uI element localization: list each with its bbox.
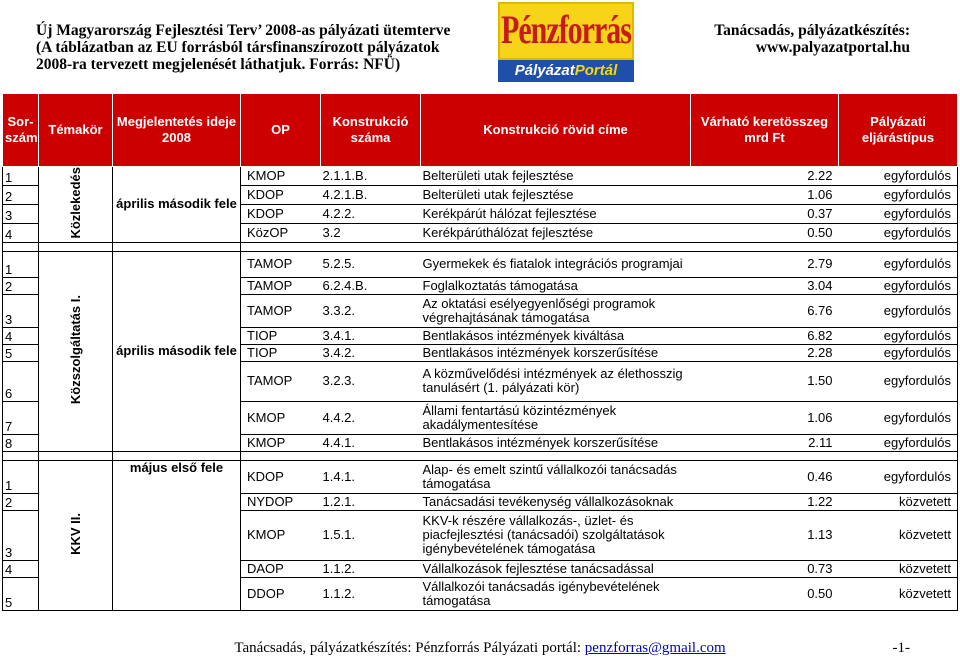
construction-title-cell: Foglalkoztatás támogatása [421,277,691,294]
row-number: 8 [3,434,39,451]
release-time-cell: április második fele [113,251,241,451]
construction-number-cell: 3.3.2. [321,294,421,327]
op-cell: KDOP [241,460,321,493]
logo-title: Pénzforrás [501,8,631,53]
op-cell: TIOP [241,344,321,361]
op-cell: TIOP [241,327,321,344]
budget-cell: 0.73 [691,560,839,577]
schedule-table [2,93,958,611]
footer-text: Tanácsadás, pályázatkészítés: Pénzforrás Pályázati portál: [234,640,582,656]
row-number: 2 [3,185,39,204]
row-number: 4 [3,327,39,344]
row-number: 2 [3,493,39,510]
header-title [36,22,450,73]
footer [0,640,960,657]
topic-label: KKV II. [67,512,83,555]
topic-cell [39,460,113,610]
header-contact [714,22,910,56]
row-number: 6 [3,361,39,401]
procedure-cell: közvetett [839,577,958,610]
construction-title-cell: Gyermekek és fiatalok integrációs programjai [421,251,691,277]
row-number: 3 [3,294,39,327]
budget-cell: 1.06 [691,401,839,434]
budget-cell: 0.37 [691,204,839,223]
topic-label: Közlekedés [67,167,83,239]
header-sorszam: Sor-szám [3,94,39,167]
op-cell: TAMOP [241,251,321,277]
construction-number-cell: 4.4.2. [321,401,421,434]
budget-cell: 6.76 [691,294,839,327]
header-szam: Konstrukció száma [321,94,421,167]
topic-cell [39,251,113,451]
construction-title-cell: Belterületi utak fejlesztése [421,167,691,186]
op-cell: KMOP [241,167,321,186]
procedure-cell: egyfordulós [839,185,958,204]
budget-cell: 3.04 [691,277,839,294]
header-line-1: Új Magyarország Fejlesztési Terv’ 2008-as pályázati ütemterve [36,22,451,39]
budget-cell: 0.50 [691,223,839,242]
procedure-cell: egyfordulós [839,327,958,344]
header-keret: Várható keretösszeg mrd Ft [691,94,839,167]
header-line-2: (A táblázatban az EU forrásból társfinanszírozott pályázatok [36,39,440,56]
construction-number-cell: 1.4.1. [321,460,421,493]
construction-number-cell: 1.1.2. [321,577,421,610]
row-number: 4 [3,560,39,577]
construction-number-cell: 4.2.1.B. [321,185,421,204]
contact-label: Tanácsadás, pályázatkészítés: [714,22,910,39]
op-cell: TAMOP [241,277,321,294]
construction-number-cell: 3.2 [321,223,421,242]
procedure-cell: egyfordulós [839,361,958,401]
procedure-cell: egyfordulós [839,344,958,361]
logo-sub-b: Portál [574,62,618,79]
construction-number-cell: 3.4.2. [321,344,421,361]
table-row [3,251,958,277]
header-eljaras: Pályázati eljárástípus [839,94,958,167]
op-cell: KDOP [241,185,321,204]
construction-number-cell: 2.1.1.B. [321,167,421,186]
contact-url[interactable]: www.palyazatportal.hu [755,39,910,56]
op-cell: KMOP [241,401,321,434]
procedure-cell: egyfordulós [839,277,958,294]
construction-number-cell: 1.1.2. [321,560,421,577]
budget-cell: 1.06 [691,185,839,204]
row-number: 1 [3,251,39,277]
budget-cell: 2.79 [691,251,839,277]
procedure-cell: egyfordulós [839,401,958,434]
procedure-cell: közvetett [839,510,958,560]
budget-cell: 2.28 [691,344,839,361]
procedure-cell: egyfordulós [839,434,958,451]
release-time-cell: május első fele [113,460,241,610]
op-cell: KMOP [241,510,321,560]
header-line-3: 2008-ra tervezett megjelenését láthatjuk. Forrás: NFÜ) [36,56,401,73]
procedure-cell: egyfordulós [839,460,958,493]
construction-number-cell: 3.2.3. [321,361,421,401]
budget-cell: 1.13 [691,510,839,560]
penzforras-logo [498,2,634,82]
budget-cell: 0.46 [691,460,839,493]
budget-cell: 0.50 [691,577,839,610]
construction-title-cell: Vállalkozások fejlesztése tanácsadással [421,560,691,577]
budget-cell: 2.11 [691,434,839,451]
op-cell: KMOP [241,434,321,451]
construction-number-cell: 4.2.2. [321,204,421,223]
procedure-cell: közvetett [839,493,958,510]
procedure-cell: közvetett [839,560,958,577]
group-spacer [3,451,958,460]
construction-number-cell: 1.2.1. [321,493,421,510]
construction-title-cell: Állami fentartású közintézmények akadálymentesítése [421,401,691,434]
construction-title-cell: Bentlakásos intézmények korszerűsítése [421,434,691,451]
header-ideje: Megjelentetés ideje 2008 [113,94,241,167]
construction-title-cell: Bentlakásos intézmények kiváltása [421,327,691,344]
construction-title-cell: Az oktatási esélyegyenlőségi programok végrehajtásának támogatása [421,294,691,327]
construction-title-cell: Alap- és emelt szintű vállalkozói tanácsadás támogatása [421,460,691,493]
row-number: 3 [3,204,39,223]
group-spacer [3,242,958,251]
construction-number-cell: 1.5.1. [321,510,421,560]
header-temakor: Témakör [39,94,113,167]
budget-cell: 6.82 [691,327,839,344]
construction-title-cell: Vállalkozói tanácsadás igénybevételének támogatása [421,577,691,610]
op-cell: KDOP [241,204,321,223]
logo-sub-a: Pályázat [514,62,575,79]
row-number: 1 [3,167,39,186]
row-number: 3 [3,510,39,560]
row-number: 5 [3,577,39,610]
header-cim: Konstrukció rövid címe [421,94,691,167]
op-cell: DDOP [241,577,321,610]
procedure-cell: egyfordulós [839,223,958,242]
construction-title-cell: KKV-k részére vállalkozás-, üzlet- és piacfejlesztési (tanácsadói) szolgáltatások igénybevételének támogatása [421,510,691,560]
op-cell: NYDOP [241,493,321,510]
construction-number-cell: 6.2.4.B. [321,277,421,294]
op-cell: TAMOP [241,361,321,401]
construction-title-cell: Tanácsadási tevékenység vállalkozásoknak [421,493,691,510]
construction-title-cell: A közművelődési intézmények az élethosszig tanulásért (1. pályázati kör) [421,361,691,401]
row-number: 2 [3,277,39,294]
op-cell: KözOP [241,223,321,242]
op-cell: DAOP [241,560,321,577]
construction-number-cell: 4.4.1. [321,434,421,451]
footer-email-link[interactable]: penzforras@gmail.com [584,640,726,656]
row-number: 1 [3,460,39,493]
construction-title-cell: Belterületi utak fejlesztése [421,185,691,204]
table-row [3,460,958,493]
table-row [3,167,958,186]
construction-title-cell: Kerékpárút hálózat fejlesztése [421,204,691,223]
header-op: OP [241,94,321,167]
topic-label: Közszolgáltatás I. [67,295,83,405]
construction-number-cell: 5.2.5. [321,251,421,277]
row-number: 4 [3,223,39,242]
op-cell: TAMOP [241,294,321,327]
table-body [3,167,958,611]
construction-title-cell: Kerékpárúthálózat fejlesztése [421,223,691,242]
topic-cell [39,167,113,243]
page-number: -1- [892,640,910,656]
procedure-cell: egyfordulós [839,251,958,277]
budget-cell: 1.22 [691,493,839,510]
procedure-cell: egyfordulós [839,204,958,223]
release-time-cell: április második fele [113,167,241,243]
construction-title-cell: Bentlakásos intézmények korszerűsítése [421,344,691,361]
construction-number-cell: 3.4.1. [321,327,421,344]
table-header-row [3,94,958,167]
procedure-cell: egyfordulós [839,294,958,327]
procedure-cell: egyfordulós [839,167,958,186]
budget-cell: 2.22 [691,167,839,186]
row-number: 5 [3,344,39,361]
row-number: 7 [3,401,39,434]
budget-cell: 1.50 [691,361,839,401]
